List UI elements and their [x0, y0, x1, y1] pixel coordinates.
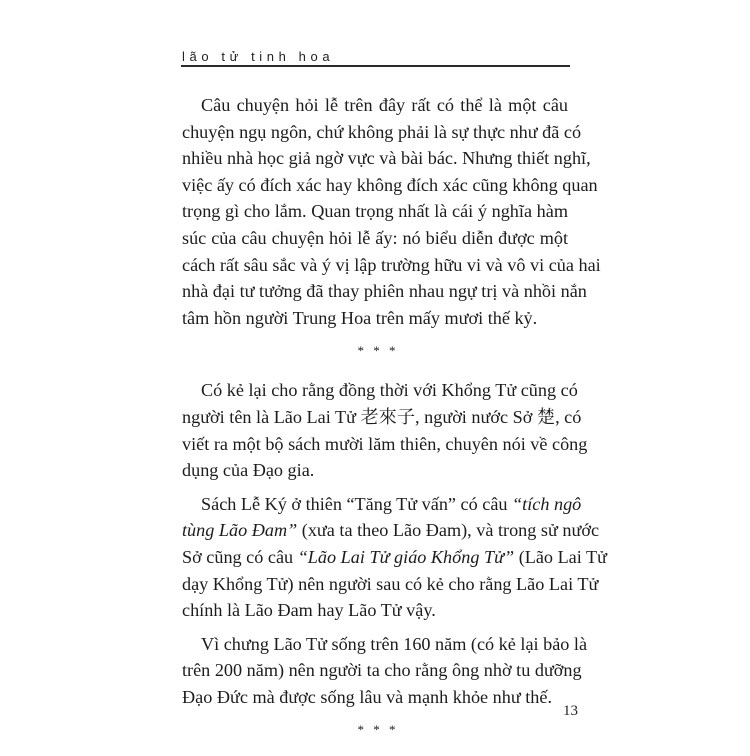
text-line: nhà đại tư tưởng đã thay phiên nhau ngự trị và nhồi nắn — [182, 281, 587, 302]
text-line — [182, 491, 582, 518]
paragraph-gap — [182, 624, 568, 631]
text-line: Câu chuyện hỏi lễ trên đây rất có thể là một câu — [201, 95, 568, 115]
text-line — [182, 544, 607, 571]
text-line: viết ra một bộ sách mười lăm thiên, chuyên nói về công — [182, 433, 588, 454]
paragraph-3 — [182, 491, 607, 624]
text-line: trọng gì cho lắm. Quan trọng nhất là cái ý nghĩa hàm — [182, 201, 568, 222]
text-line: người tên là Lão Lai Tử 老來子, người nước Sở 楚, có — [182, 406, 582, 427]
text-line: Có kẻ lại cho rằng đồng thời với Khổng Tử cũng có — [201, 380, 578, 401]
italic-quote: “Lão Lai Tử giáo Khổng Tử” — [297, 546, 515, 567]
text-line: trên 200 năm) nên người ta cho rằng ông nhờ tu dưỡng — [182, 660, 582, 681]
text-line: tâm hồn người Trung Hoa trên mấy mươi thế kỷ. — [182, 307, 538, 328]
text-line: chuyện ngụ ngôn, chứ không phải là sự thực như đã có — [182, 121, 582, 142]
text-line: Đạo Đức mà được sống lâu và mạnh khỏe như thế. — [182, 686, 553, 707]
paragraph-2 — [182, 377, 588, 483]
italic-quote: tùng Lão Đam” — [182, 520, 298, 541]
header-rule — [181, 65, 570, 67]
page-number: 13 — [563, 703, 578, 719]
text-run: (xưa ta theo Lão Đam), và trong sử nước — [297, 520, 600, 541]
text-line: Vì chưng Lão Tử sống trên 160 năm (có kẻ lại bảo là — [201, 633, 588, 654]
italic-quote: “tích ngô — [512, 493, 582, 514]
section-separator: * * * — [357, 343, 399, 359]
text-line: cách rất sâu sắc và ý vị lập trường hữu vi và vô vi của hai — [182, 254, 601, 275]
paragraph-gap — [182, 484, 568, 491]
text-line: súc của câu chuyện hỏi lễ ấy: nó biểu diễn được một — [182, 227, 568, 248]
text-line: nhiều nhà học giả ngờ vực và bài bác. Nhưng thiết nghĩ, — [182, 148, 591, 169]
text-line: dạy Khổng Tử) nên người sau có kẻ cho rằng Lão Lai Tử — [182, 573, 599, 594]
text-run: Sở cũng có câu — [182, 546, 298, 567]
text-line: việc ấy có đích xác hay không đích xác cũng không quan — [182, 174, 598, 195]
text-line: chính là Lão Đam hay Lão Tử vậy. — [182, 600, 436, 621]
section-separator: * * * — [357, 722, 399, 738]
text-run: (Lão Lai Tử — [514, 546, 607, 567]
text-line — [182, 517, 600, 544]
text-line: dụng của Đạo gia. — [182, 460, 315, 481]
paragraph-1 — [182, 92, 601, 331]
text-run: Sách Lễ Ký ở thiên “Tăng Tử vấn” có câu — [201, 493, 513, 514]
running-head: lão tử tinh hoa — [182, 49, 335, 64]
